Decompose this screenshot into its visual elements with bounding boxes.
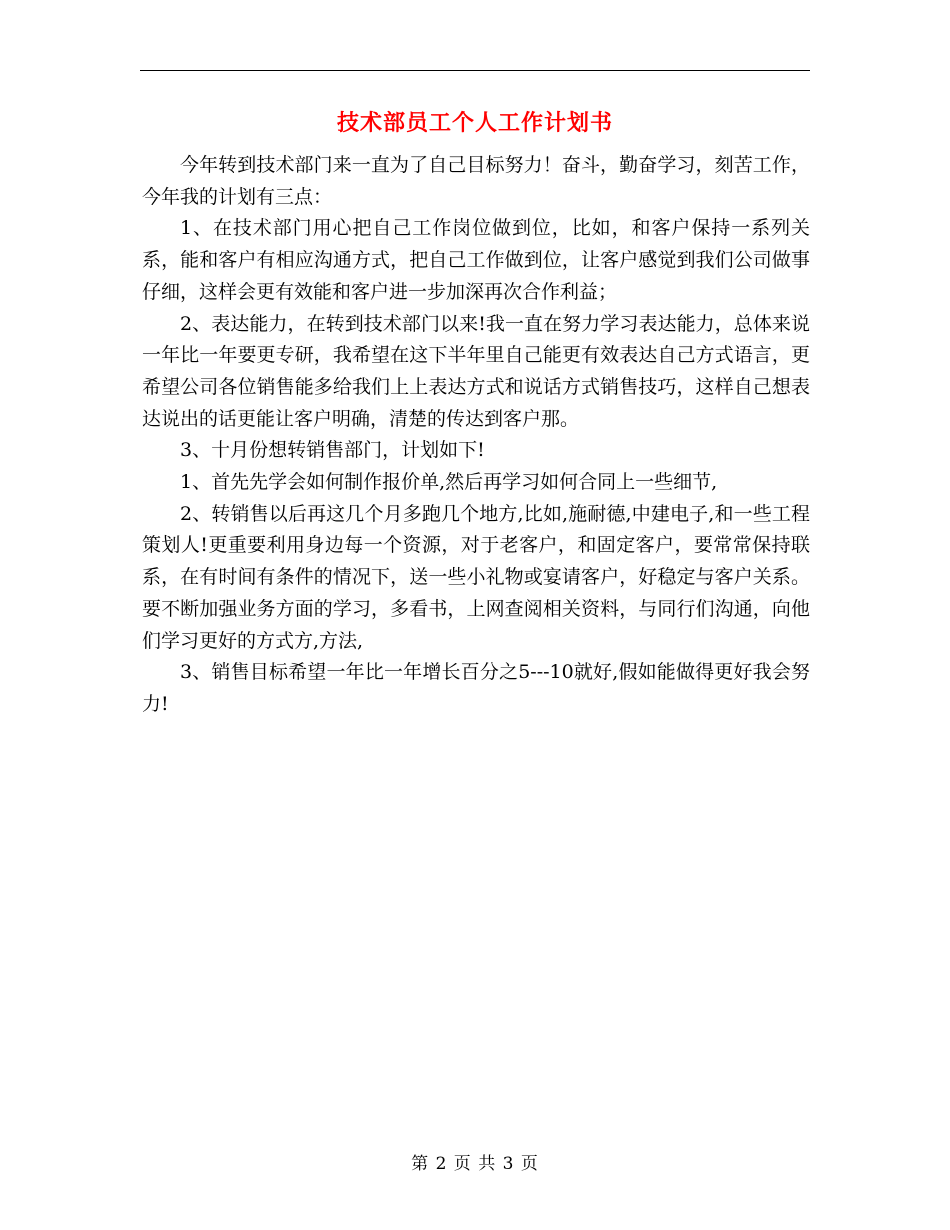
total-pages-number: 3 <box>502 1154 515 1174</box>
page-number-footer <box>0 1150 950 1178</box>
paragraph-plan-2: 2、转销售以后再这几个月多跑几个地方,比如,施耐德,中建电子,和一些工程策划人!更重要利用身边每一个资源，对于老客户，和固定客户，要常常保持联系，在有时间有条件的情况下，送一些小礼物或宴请客户，好稳定与客户关系。要不断加强业务方面的学习，多看书，上网查阅相关资料，与同行们沟通，向他们学习更好的方式方,方法, <box>142 502 810 652</box>
document-title: 技术部员工个人工作计划书 <box>336 111 613 136</box>
paragraph-intro: 今年转到技术部门来一直为了自己目标努力！奋斗，勤奋学习，刻苦工作，今年我的计划有三点： <box>142 154 810 208</box>
paragraph-plan-3: 3、销售目标希望一年比一年增长百分之5---10就好,假如能做得更好我会努力! <box>142 661 810 715</box>
page-label-suffix: 页 <box>520 1154 539 1174</box>
current-page-number: 2 <box>435 1154 448 1174</box>
header-rule <box>140 70 810 71</box>
document-body <box>142 150 810 721</box>
paragraph-plan-1: 1、首先先学会如何制作报价单,然后再学习如何合同上一些细节, <box>180 471 718 494</box>
paragraph-point-3: 3、十月份想转销售部门，计划如下! <box>180 439 485 462</box>
page-label-prefix: 第 <box>411 1154 430 1174</box>
paragraph-point-2: 2、表达能力，在转到技术部门以来!我一直在努力学习表达能力，总体来说一年比一年要更专研，我希望在这下半年里自己能更有效表达自己方式语言，更希望公司各位销售能多给我们上上表达方式和说话方式销售技巧，这样自己想表达说出的话更能让客户明确，清楚的传达到客户那。 <box>142 312 810 430</box>
paragraph-point-1: 1、在技术部门用心把自己工作岗位做到位，比如，和客户保持一系列关系，能和客户有相应沟通方式，把自己工作做到位，让客户感觉到我们公司做事仔细，这样会更有效能和客户进一步加深再次合作利益； <box>142 217 810 303</box>
page-label-mid: 页 共 <box>453 1154 497 1174</box>
